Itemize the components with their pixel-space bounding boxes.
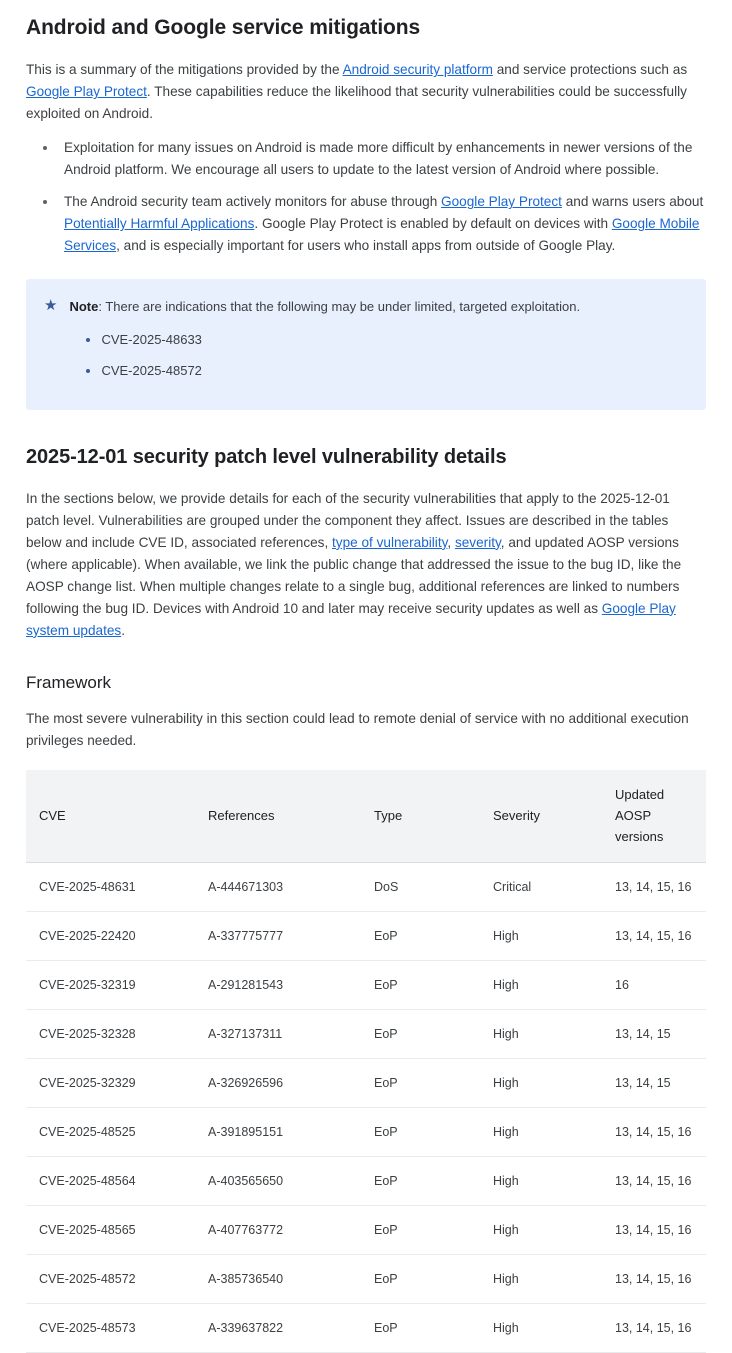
list-item (58, 191, 706, 257)
table-row (26, 1255, 706, 1304)
vulnerability-details-paragraph (26, 488, 706, 642)
details-text-3: , and updated AOSP versions (where applicable). When available, we link the public change that addressed the issue to the bug ID, like the AOSP change list. When multiple changes relate to a single bug, additional references are linked to numbers following the bug ID. Devices with Android 10 and later may receive security updates as well as (26, 534, 682, 616)
column-header-type: Type (362, 770, 481, 863)
cell-severity: High (481, 1255, 603, 1304)
column-header-severity: Severity (481, 770, 603, 863)
framework-paragraph: The most severe vulnerability in this section could lead to remote denial of service with no additional execution privileges needed. (26, 711, 689, 749)
cell-versions: 13, 14, 15, 16 (603, 863, 706, 912)
cell-severity: High (481, 1059, 603, 1108)
table-row (26, 1304, 706, 1353)
bullet-2-text-a: The Android security team actively monitors for abuse through (64, 194, 442, 210)
cell-references: A-407763772 (196, 1206, 362, 1255)
intro-text-3: . These capabilities reduce the likelihood that security vulnerabilities could be successfully exploited on Android. (26, 84, 687, 122)
cell-references: A-291281543 (196, 961, 362, 1010)
cell-type: EoP (362, 1255, 481, 1304)
cell-cve: CVE-2025-48631 (26, 863, 196, 912)
details-text-1: In the sections below, we provide details for each of the security vulnerabilities that apply to the 2025-12-01 patch level. Vulnerabilities are grouped under the component they affect. Issues are described in the tables below and include CVE ID, associated references, (26, 490, 670, 550)
cell-cve: CVE-2025-32328 (26, 1010, 196, 1059)
document-page (0, 14, 732, 1353)
cell-type: EoP (362, 1206, 481, 1255)
star-icon: ★ (44, 297, 58, 315)
table-row (26, 1059, 706, 1108)
cell-type: EoP (362, 1108, 481, 1157)
link-potentially-harmful-applications[interactable]: Potentially Harmful Applications (64, 216, 255, 232)
table-header-row (26, 770, 706, 863)
note-text-line (69, 295, 688, 318)
cell-type: EoP (362, 1304, 481, 1353)
page-title: Android and Google service mitigations (26, 16, 421, 39)
cell-versions: 13, 14, 15 (603, 1059, 706, 1108)
cell-references: A-444671303 (196, 863, 362, 912)
bullet-2-text-c: . Google Play Protect is enabled by default on devices with (254, 216, 612, 232)
link-google-play-protect-bullet[interactable]: Google Play Protect (441, 194, 562, 210)
link-type-of-vulnerability[interactable]: type of vulnerability (332, 534, 448, 550)
cell-severity: High (481, 1108, 603, 1157)
cell-cve: CVE-2025-48573 (26, 1304, 196, 1353)
bullet-1-text: Exploitation for many issues on Android is made more difficult by enhancements in newer versions of the Android platform. We encourage all users to update to the latest version of Android where possible. (64, 140, 693, 178)
cell-severity: High (481, 912, 603, 961)
cell-cve: CVE-2025-48565 (26, 1206, 196, 1255)
cell-severity: High (481, 1206, 603, 1255)
cell-versions: 13, 14, 15 (603, 1010, 706, 1059)
table-row (26, 1157, 706, 1206)
framework-vulnerability-table (26, 770, 706, 1353)
cell-references: A-385736540 (196, 1255, 362, 1304)
list-item: • CVE-2025-48633 (101, 330, 688, 351)
cell-severity: High (481, 1304, 603, 1353)
table-body (26, 863, 706, 1353)
cell-versions: 13, 14, 15, 16 (603, 1157, 706, 1206)
list-item (58, 137, 706, 181)
cell-cve: CVE-2025-48564 (26, 1157, 196, 1206)
link-google-mobile-services[interactable]: Google Mobile Services (64, 216, 700, 254)
mitigations-intro-paragraph (26, 59, 706, 125)
cell-cve: CVE-2025-48525 (26, 1108, 196, 1157)
intro-text-1: This is a summary of the mitigations provided by the (26, 62, 343, 78)
column-header-updated-aosp-versions: Updated AOSP versions (603, 770, 706, 863)
mitigations-bullet-list (26, 137, 706, 257)
table-row (26, 1108, 706, 1157)
table-head (26, 770, 706, 863)
cell-references: A-339637822 (196, 1304, 362, 1353)
cell-cve: CVE-2025-32319 (26, 961, 196, 1010)
cell-versions: 13, 14, 15, 16 (603, 912, 706, 961)
cell-references: A-337775777 (196, 912, 362, 961)
table-row (26, 961, 706, 1010)
cell-severity: High (481, 1010, 603, 1059)
bullet-2-text-d: , and is especially important for users who install apps from outside of Google Play. (116, 238, 616, 254)
cell-cve: CVE-2025-32329 (26, 1059, 196, 1108)
details-text-2: , (447, 534, 455, 550)
table-row (26, 863, 706, 912)
note-body (69, 295, 688, 391)
cell-versions: 13, 14, 15, 16 (603, 1108, 706, 1157)
column-header-references: References (196, 770, 362, 863)
cell-type: EoP (362, 1059, 481, 1108)
note-label: Note (69, 299, 99, 315)
bullet-2-text-b: and warns users about (561, 194, 704, 210)
table-row (26, 1010, 706, 1059)
table-row (26, 1206, 706, 1255)
column-header-cve: CVE (26, 770, 196, 863)
table-row (26, 912, 706, 961)
cell-references: A-403565650 (196, 1157, 362, 1206)
cell-type: EoP (362, 912, 481, 961)
cell-versions: 16 (603, 961, 706, 1010)
note-cve-list (69, 330, 688, 382)
cell-references: A-326926596 (196, 1059, 362, 1108)
link-google-play-protect-intro[interactable]: Google Play Protect (26, 84, 147, 100)
cell-versions: 13, 14, 15, 16 (603, 1255, 706, 1304)
cell-type: EoP (362, 961, 481, 1010)
cell-type: EoP (362, 1010, 481, 1059)
note-text: : There are indications that the following may be under limited, targeted exploitation. (98, 299, 581, 315)
cell-references: A-391895151 (196, 1108, 362, 1157)
vulnerability-details-heading: 2025-12-01 security patch level vulnerability details (26, 445, 507, 468)
cell-cve: CVE-2025-48572 (26, 1255, 196, 1304)
cell-severity: High (481, 961, 603, 1010)
list-item: • CVE-2025-48572 (101, 361, 688, 382)
note-callout (26, 279, 706, 409)
cell-cve: CVE-2025-22420 (26, 912, 196, 961)
details-text-4: . (121, 622, 125, 638)
link-google-play-system-updates[interactable]: Google Play system updates (26, 600, 676, 638)
intro-text-2: and service protections such as (492, 62, 688, 78)
cell-versions: 13, 14, 15, 16 (603, 1206, 706, 1255)
cell-type: EoP (362, 1157, 481, 1206)
cell-severity: High (481, 1157, 603, 1206)
framework-heading: Framework (26, 672, 112, 692)
cell-type: DoS (362, 863, 481, 912)
cell-severity: Critical (481, 863, 603, 912)
cell-versions: 13, 14, 15, 16 (603, 1304, 706, 1353)
cell-references: A-327137311 (196, 1010, 362, 1059)
link-severity[interactable]: severity (454, 534, 501, 550)
link-android-security-platform[interactable]: Android security platform (342, 62, 493, 78)
